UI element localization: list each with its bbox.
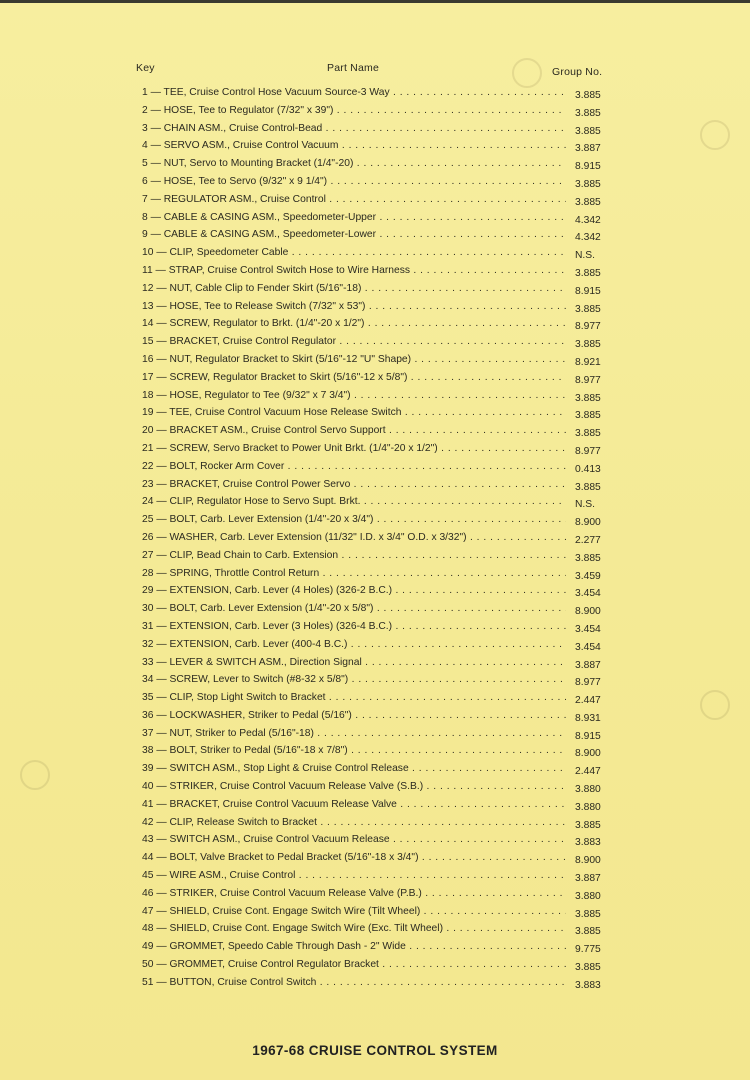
list-item: [0, 531, 750, 549]
group-number: 3.885: [575, 196, 601, 208]
part-description: 32 — EXTENSION, Carb. Lever (400-4 B.C.) . . .: [142, 639, 566, 650]
group-number: 3.885: [575, 908, 601, 920]
group-number: N.S.: [575, 499, 596, 511]
group-number: 3.885: [575, 107, 601, 119]
list-item: [0, 406, 750, 424]
list-item: [0, 780, 750, 798]
part-description: 30 — BOLT, Carb. Lever Extension (1/4"-20 x 5/8") . . .: [142, 603, 566, 614]
group-number: 3.880: [575, 890, 601, 902]
group-number: 3.880: [575, 784, 601, 796]
group-number: 8.915: [575, 730, 601, 742]
part-description: 1 — TEE, Cruise Control Hose Vacuum Source-3 Way . . .: [142, 87, 566, 98]
group-number: 8.900: [575, 748, 601, 760]
list-item: [0, 104, 750, 122]
group-number: 3.885: [575, 392, 601, 404]
list-item: [0, 157, 750, 175]
group-number: 8.900: [575, 606, 601, 618]
list-item: [0, 282, 750, 300]
group-number: 9.775: [575, 944, 601, 956]
list-item: [0, 584, 750, 602]
part-description: 34 — SCREW, Lever to Switch (#8-32 x 5/8") . . .: [142, 674, 566, 685]
list-item: [0, 424, 750, 442]
part-description: 8 — CABLE & CASING ASM., Speedometer-Upper . . .: [142, 212, 566, 223]
part-description: 19 — TEE, Cruise Control Vacuum Hose Release Switch . . .: [142, 407, 566, 418]
list-item: [0, 228, 750, 246]
group-number: 3.454: [575, 641, 601, 653]
group-number: 8.977: [575, 321, 601, 333]
part-description: 7 — REGULATOR ASM., Cruise Control . . .: [142, 194, 566, 205]
part-description: 48 — SHIELD, Cruise Cont. Engage Switch Wire (Exc. Tilt Wheel) . . .: [142, 923, 566, 934]
list-item: [0, 940, 750, 958]
list-item: [0, 567, 750, 585]
group-number: 3.454: [575, 588, 601, 600]
list-item: [0, 638, 750, 656]
group-number: 8.977: [575, 677, 601, 689]
part-description: 15 — BRACKET, Cruise Control Regulator . . .: [142, 336, 566, 347]
list-item: [0, 211, 750, 229]
top-rule: [0, 0, 750, 3]
list-item: [0, 175, 750, 193]
group-number: 2.447: [575, 766, 601, 778]
list-item: [0, 478, 750, 496]
part-description: 44 — BOLT, Valve Bracket to Pedal Bracket (5/16"-18 x 3/4") . . .: [142, 852, 566, 863]
part-description: 21 — SCREW, Servo Bracket to Power Unit Brkt. (1/4"-20 x 1/2") . . .: [142, 443, 566, 454]
part-description: 5 — NUT, Servo to Mounting Bracket (1/4"-20) . . .: [142, 158, 566, 169]
part-description: 9 — CABLE & CASING ASM., Speedometer-Lower . . .: [142, 229, 566, 240]
part-description: 3 — CHAIN ASM., Cruise Control-Bead . . .: [142, 123, 566, 134]
parts-list: [0, 86, 750, 994]
group-number: 8.900: [575, 517, 601, 529]
group-number: 3.885: [575, 303, 601, 315]
list-item: [0, 460, 750, 478]
list-item: [0, 317, 750, 335]
part-description: 6 — HOSE, Tee to Servo (9/32" x 9 1/4") . . .: [142, 176, 566, 187]
part-description: 50 — GROMMET, Cruise Control Regulator Bracket . . .: [142, 959, 566, 970]
part-description: 16 — NUT, Regulator Bracket to Skirt (5/16"-12 "U" Shape) . . .: [142, 354, 566, 365]
list-item: [0, 335, 750, 353]
group-number: 3.885: [575, 90, 601, 101]
part-description: 41 — BRACKET, Cruise Control Vacuum Release Valve . . .: [142, 799, 566, 810]
list-item: [0, 495, 750, 513]
list-item: [0, 264, 750, 282]
page-title: 1967-68 CRUISE CONTROL SYSTEM: [252, 1043, 498, 1058]
list-item: [0, 691, 750, 709]
list-item: [0, 122, 750, 140]
part-description: 27 — CLIP, Bead Chain to Carb. Extension . . .: [142, 550, 566, 561]
group-number: 3.883: [575, 837, 601, 849]
list-item: [0, 246, 750, 264]
part-description: 25 — BOLT, Carb. Lever Extension (1/4"-20 x 3/4") . . .: [142, 514, 566, 525]
part-description: 10 — CLIP, Speedometer Cable . . .: [142, 247, 566, 258]
header-key: Key: [136, 62, 155, 74]
list-item: [0, 656, 750, 674]
list-item: [0, 816, 750, 834]
group-number: 3.885: [575, 926, 601, 938]
list-item: [0, 958, 750, 976]
group-number: 3.883: [575, 979, 601, 991]
list-item: [0, 976, 750, 994]
group-number: 3.885: [575, 428, 601, 440]
part-description: 33 — LEVER & SWITCH ASM., Direction Signal . . .: [142, 657, 566, 668]
list-item: [0, 887, 750, 905]
list-item: [0, 602, 750, 620]
part-description: 13 — HOSE, Tee to Release Switch (7/32" x 53") . . .: [142, 301, 566, 312]
table-header: [0, 62, 750, 78]
list-item: [0, 673, 750, 691]
group-number: 3.459: [575, 570, 601, 582]
list-item: [0, 922, 750, 940]
list-item: [0, 442, 750, 460]
part-description: 18 — HOSE, Regulator to Tee (9/32" x 7 3/4") . . .: [142, 390, 566, 401]
part-description: 45 — WIRE ASM., Cruise Control . . .: [142, 870, 566, 881]
list-item: [0, 389, 750, 407]
part-description: 51 — BUTTON, Cruise Control Switch . . .: [142, 977, 566, 988]
list-item: [0, 620, 750, 638]
group-number: 4.342: [575, 232, 601, 244]
group-number: 8.915: [575, 285, 601, 297]
list-item: [0, 353, 750, 371]
list-item: [0, 869, 750, 887]
part-description: 37 — NUT, Striker to Pedal (5/16"-18) . . .: [142, 728, 566, 739]
list-item: [0, 371, 750, 389]
group-number: 2.447: [575, 695, 601, 707]
part-description: 47 — SHIELD, Cruise Cont. Engage Switch Wire (Tilt Wheel) . . .: [142, 906, 566, 917]
group-number: 3.885: [575, 410, 601, 422]
group-number: 3.885: [575, 819, 601, 831]
list-item: [0, 86, 750, 104]
group-number: N.S.: [575, 250, 596, 262]
group-number: 3.885: [575, 339, 601, 351]
part-description: 24 — CLIP, Regulator Hose to Servo Supt. Brkt. . . .: [142, 496, 566, 507]
part-description: 14 — SCREW, Regulator to Brkt. (1/4"-20 x 1/2") . . .: [142, 318, 566, 329]
part-description: 38 — BOLT, Striker to Pedal (5/16"-18 x 7/8") . . .: [142, 745, 566, 756]
list-item: [0, 798, 750, 816]
list-item: [0, 905, 750, 923]
part-description: 12 — NUT, Cable Clip to Fender Skirt (5/16"-18) . . .: [142, 283, 566, 294]
group-number: 8.931: [575, 712, 601, 724]
group-number: 8.977: [575, 374, 601, 386]
group-number: 3.885: [575, 552, 601, 564]
list-item: [0, 513, 750, 531]
part-description: 39 — SWITCH ASM., Stop Light & Cruise Control Release . . .: [142, 763, 566, 774]
list-item: [0, 709, 750, 727]
part-description: 20 — BRACKET ASM., Cruise Control Servo Support . . .: [142, 425, 566, 436]
part-description: 42 — CLIP, Release Switch to Bracket . . .: [142, 817, 566, 828]
group-number: 2.277: [575, 534, 601, 546]
group-number: 8.915: [575, 161, 601, 173]
part-description: 2 — HOSE, Tee to Regulator (7/32" x 39") . . .: [142, 105, 566, 116]
header-part-name: Part Name: [327, 62, 379, 74]
part-description: 28 — SPRING, Throttle Control Return . . .: [142, 568, 566, 579]
group-number: 3.887: [575, 143, 601, 155]
group-number: 4.342: [575, 214, 601, 226]
group-number: 3.885: [575, 178, 601, 190]
part-description: 35 — CLIP, Stop Light Switch to Bracket . . .: [142, 692, 566, 703]
list-item: [0, 744, 750, 762]
group-number: 8.977: [575, 445, 601, 457]
header-group-no: Group No.: [552, 66, 603, 78]
part-description: 29 — EXTENSION, Carb. Lever (4 Holes) (326-2 B.C.) . . .: [142, 585, 566, 596]
list-item: [0, 300, 750, 318]
group-number: 3.885: [575, 481, 601, 493]
list-item: [0, 762, 750, 780]
group-number: 3.885: [575, 962, 601, 974]
list-item: [0, 727, 750, 745]
list-item: [0, 851, 750, 869]
part-description: 46 — STRIKER, Cruise Control Vacuum Release Valve (P.B.) . . .: [142, 888, 566, 899]
list-item: [0, 193, 750, 211]
group-number: 3.880: [575, 801, 601, 813]
part-description: 11 — STRAP, Cruise Control Switch Hose to Wire Harness . . .: [142, 265, 566, 276]
part-description: 36 — LOCKWASHER, Striker to Pedal (5/16") . . .: [142, 710, 566, 721]
part-description: 31 — EXTENSION, Carb. Lever (3 Holes) (326-4 B.C.) . . .: [142, 621, 566, 632]
part-description: 17 — SCREW, Regulator Bracket to Skirt (5/16"-12 x 5/8") . . .: [142, 372, 566, 383]
part-description: 49 — GROMMET, Speedo Cable Through Dash - 2" Wide . . .: [142, 941, 566, 952]
group-number: 3.885: [575, 125, 601, 137]
part-description: 43 — SWITCH ASM., Cruise Control Vacuum Release . . .: [142, 834, 566, 845]
group-number: 8.921: [575, 356, 601, 368]
group-number: 8.900: [575, 855, 601, 867]
part-description: 4 — SERVO ASM., Cruise Control Vacuum . . .: [142, 140, 566, 151]
group-number: 3.887: [575, 659, 601, 671]
group-number: 0.413: [575, 463, 601, 475]
part-description: 22 — BOLT, Rocker Arm Cover . . .: [142, 461, 566, 472]
part-description: 23 — BRACKET, Cruise Control Power Servo . . .: [142, 479, 566, 490]
list-item: [0, 549, 750, 567]
part-description: 26 — WASHER, Carb. Lever Extension (11/32" I.D. x 3/4" O.D. x 3/32") . . .: [142, 532, 566, 543]
part-description: 40 — STRIKER, Cruise Control Vacuum Release Valve (S.B.) . . .: [142, 781, 566, 792]
list-item: [0, 833, 750, 851]
group-number: 3.454: [575, 623, 601, 635]
list-item: [0, 139, 750, 157]
group-number: 3.887: [575, 873, 601, 885]
group-number: 3.885: [575, 267, 601, 279]
